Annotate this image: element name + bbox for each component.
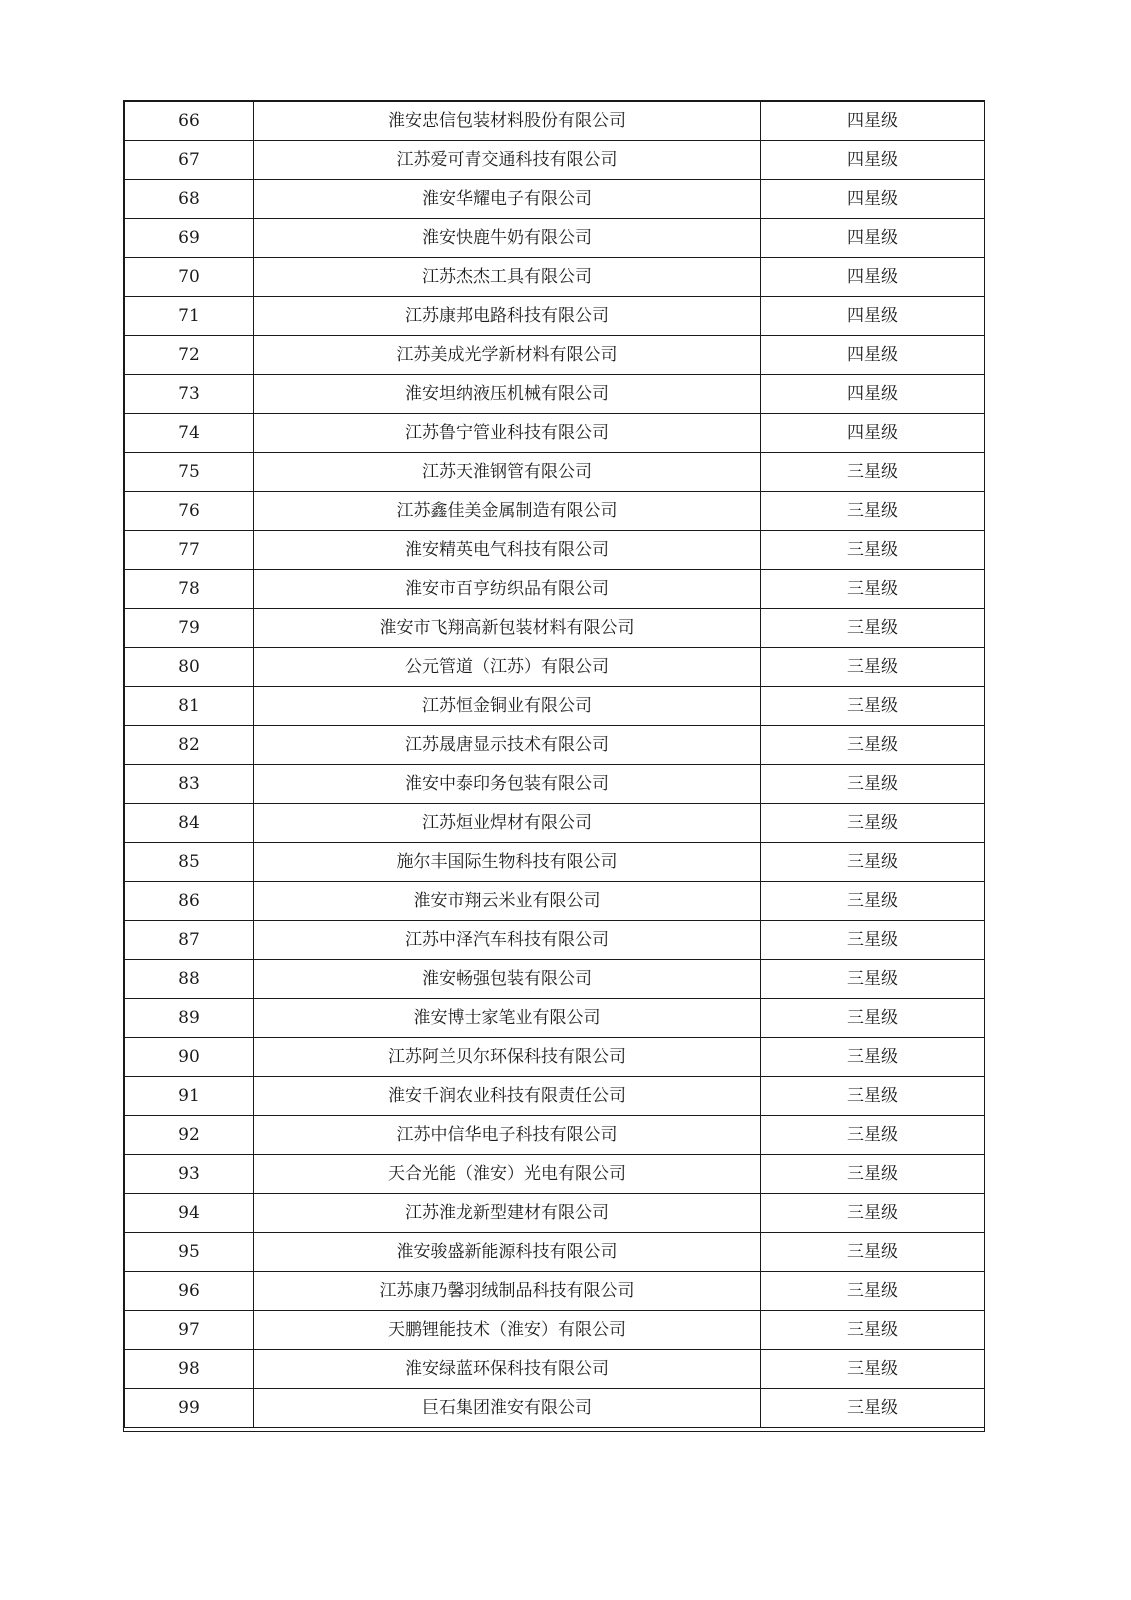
star-level-cell: 三星级 — [761, 531, 985, 570]
star-level-cell: 三星级 — [761, 921, 985, 960]
table-row — [125, 258, 985, 297]
table-row — [125, 687, 985, 726]
star-level-cell: 三星级 — [761, 960, 985, 999]
table-row — [125, 999, 985, 1038]
table-row — [125, 1077, 985, 1116]
star-level-cell: 四星级 — [761, 375, 985, 414]
star-level-cell: 三星级 — [761, 1155, 985, 1194]
star-level-cell: 三星级 — [761, 1116, 985, 1155]
table-row — [125, 648, 985, 687]
company-name-cell: 淮安华耀电子有限公司 — [254, 180, 761, 219]
row-index-cell: 93 — [125, 1155, 254, 1194]
star-level-cell: 三星级 — [761, 609, 985, 648]
company-name-cell: 江苏康乃馨羽绒制品科技有限公司 — [254, 1272, 761, 1311]
company-name-cell: 淮安博士家笔业有限公司 — [254, 999, 761, 1038]
star-level-cell: 三星级 — [761, 726, 985, 765]
company-name-cell: 江苏淮龙新型建材有限公司 — [254, 1194, 761, 1233]
table-row — [125, 1233, 985, 1272]
star-level-cell: 三星级 — [761, 492, 985, 531]
table-row — [125, 1350, 985, 1389]
star-level-cell: 三星级 — [761, 1272, 985, 1311]
table-row — [125, 1311, 985, 1350]
company-name-cell: 江苏烜业焊材有限公司 — [254, 804, 761, 843]
star-level-cell: 三星级 — [761, 1077, 985, 1116]
company-name-cell: 淮安绿蓝环保科技有限公司 — [254, 1350, 761, 1389]
row-index-cell: 90 — [125, 1038, 254, 1077]
table-row — [125, 765, 985, 804]
row-index-cell: 96 — [125, 1272, 254, 1311]
company-name-cell: 淮安精英电气科技有限公司 — [254, 531, 761, 570]
company-name-cell: 江苏爱可青交通科技有限公司 — [254, 141, 761, 180]
table-row — [125, 1038, 985, 1077]
table-row — [125, 219, 985, 258]
row-index-cell: 89 — [125, 999, 254, 1038]
star-level-cell: 四星级 — [761, 180, 985, 219]
company-name-cell: 江苏康邦电路科技有限公司 — [254, 297, 761, 336]
table-row — [125, 726, 985, 765]
row-index-cell: 82 — [125, 726, 254, 765]
company-name-cell: 江苏中泽汽车科技有限公司 — [254, 921, 761, 960]
table-row — [125, 921, 985, 960]
row-index-cell: 66 — [125, 102, 254, 141]
row-index-cell: 98 — [125, 1350, 254, 1389]
row-index-cell: 75 — [125, 453, 254, 492]
star-level-cell: 三星级 — [761, 999, 985, 1038]
row-index-cell: 70 — [125, 258, 254, 297]
row-index-cell: 91 — [125, 1077, 254, 1116]
company-name-cell: 施尔丰国际生物科技有限公司 — [254, 843, 761, 882]
star-level-cell: 三星级 — [761, 843, 985, 882]
company-name-cell: 天鹏锂能技术（淮安）有限公司 — [254, 1311, 761, 1350]
table-row — [125, 882, 985, 921]
table-row — [125, 453, 985, 492]
company-name-cell: 淮安忠信包装材料股份有限公司 — [254, 102, 761, 141]
table-row — [125, 336, 985, 375]
table-row — [125, 375, 985, 414]
company-name-cell: 淮安中泰印务包装有限公司 — [254, 765, 761, 804]
company-name-cell: 江苏中信华电子科技有限公司 — [254, 1116, 761, 1155]
star-level-cell: 三星级 — [761, 1389, 985, 1428]
row-index-cell: 77 — [125, 531, 254, 570]
company-name-cell: 江苏杰杰工具有限公司 — [254, 258, 761, 297]
row-index-cell: 86 — [125, 882, 254, 921]
company-name-cell: 巨石集团淮安有限公司 — [254, 1389, 761, 1428]
star-level-cell: 三星级 — [761, 687, 985, 726]
star-level-cell: 三星级 — [761, 765, 985, 804]
company-name-cell: 公元管道（江苏）有限公司 — [254, 648, 761, 687]
company-rating-table — [124, 101, 985, 1428]
star-level-cell: 四星级 — [761, 258, 985, 297]
row-index-cell: 83 — [125, 765, 254, 804]
company-name-cell: 淮安骏盛新能源科技有限公司 — [254, 1233, 761, 1272]
star-level-cell: 三星级 — [761, 1350, 985, 1389]
company-name-cell: 江苏恒金铜业有限公司 — [254, 687, 761, 726]
table-row — [125, 960, 985, 999]
row-index-cell: 85 — [125, 843, 254, 882]
row-index-cell: 92 — [125, 1116, 254, 1155]
table-row — [125, 1194, 985, 1233]
table-row — [125, 531, 985, 570]
star-level-cell: 四星级 — [761, 219, 985, 258]
company-name-cell: 淮安快鹿牛奶有限公司 — [254, 219, 761, 258]
table-row — [125, 1155, 985, 1194]
star-level-cell: 三星级 — [761, 648, 985, 687]
star-level-cell: 四星级 — [761, 336, 985, 375]
row-index-cell: 81 — [125, 687, 254, 726]
row-index-cell: 79 — [125, 609, 254, 648]
row-index-cell: 76 — [125, 492, 254, 531]
company-name-cell: 淮安千润农业科技有限责任公司 — [254, 1077, 761, 1116]
table-row — [125, 141, 985, 180]
company-name-cell: 江苏晟唐显示技术有限公司 — [254, 726, 761, 765]
company-name-cell: 淮安坦纳液压机械有限公司 — [254, 375, 761, 414]
row-index-cell: 68 — [125, 180, 254, 219]
row-index-cell: 94 — [125, 1194, 254, 1233]
star-level-cell: 四星级 — [761, 102, 985, 141]
row-index-cell: 87 — [125, 921, 254, 960]
company-name-cell: 淮安市飞翔高新包装材料有限公司 — [254, 609, 761, 648]
row-index-cell: 88 — [125, 960, 254, 999]
row-index-cell: 74 — [125, 414, 254, 453]
star-level-cell: 三星级 — [761, 453, 985, 492]
row-index-cell: 97 — [125, 1311, 254, 1350]
star-level-cell: 三星级 — [761, 1038, 985, 1077]
table-row — [125, 414, 985, 453]
star-level-cell: 四星级 — [761, 297, 985, 336]
row-index-cell: 78 — [125, 570, 254, 609]
table-row — [125, 804, 985, 843]
table-row — [125, 1116, 985, 1155]
company-name-cell: 江苏阿兰贝尔环保科技有限公司 — [254, 1038, 761, 1077]
company-name-cell: 江苏鲁宁管业科技有限公司 — [254, 414, 761, 453]
company-name-cell: 江苏美成光学新材料有限公司 — [254, 336, 761, 375]
table-row — [125, 492, 985, 531]
star-level-cell: 三星级 — [761, 1233, 985, 1272]
star-level-cell: 三星级 — [761, 1311, 985, 1350]
table-row — [125, 297, 985, 336]
row-index-cell: 69 — [125, 219, 254, 258]
row-index-cell: 80 — [125, 648, 254, 687]
company-name-cell: 天合光能（淮安）光电有限公司 — [254, 1155, 761, 1194]
company-name-cell: 淮安市百亨纺织品有限公司 — [254, 570, 761, 609]
star-level-cell: 四星级 — [761, 414, 985, 453]
row-index-cell: 95 — [125, 1233, 254, 1272]
star-level-cell: 三星级 — [761, 1194, 985, 1233]
star-level-cell: 三星级 — [761, 882, 985, 921]
table-row — [125, 570, 985, 609]
table-row — [125, 843, 985, 882]
table-row — [125, 1389, 985, 1428]
company-name-cell: 江苏鑫佳美金属制造有限公司 — [254, 492, 761, 531]
row-index-cell: 99 — [125, 1389, 254, 1428]
company-name-cell: 江苏天淮钢管有限公司 — [254, 453, 761, 492]
row-index-cell: 72 — [125, 336, 254, 375]
row-index-cell: 67 — [125, 141, 254, 180]
company-name-cell: 淮安市翔云米业有限公司 — [254, 882, 761, 921]
star-level-cell: 三星级 — [761, 570, 985, 609]
row-index-cell: 71 — [125, 297, 254, 336]
table-row — [125, 609, 985, 648]
company-name-cell: 淮安畅强包装有限公司 — [254, 960, 761, 999]
row-index-cell: 73 — [125, 375, 254, 414]
table-body — [125, 102, 985, 1428]
table-row — [125, 102, 985, 141]
table-row — [125, 180, 985, 219]
star-level-cell: 四星级 — [761, 141, 985, 180]
star-level-cell: 三星级 — [761, 804, 985, 843]
row-index-cell: 84 — [125, 804, 254, 843]
table-row — [125, 1272, 985, 1311]
